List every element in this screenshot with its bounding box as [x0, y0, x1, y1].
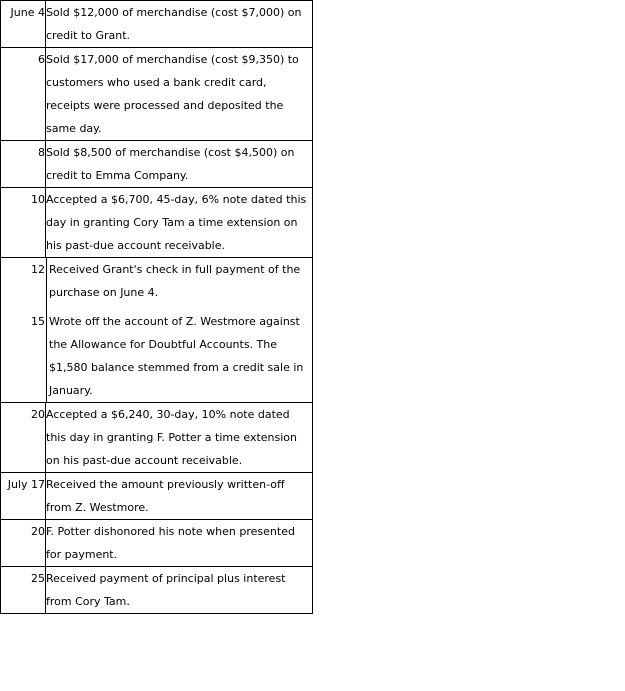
row-description: F. Potter dishonored his note when presented for payment.: [46, 520, 313, 567]
table-row: [1, 188, 313, 258]
table-row: [1, 473, 313, 520]
row-date: 10: [1, 188, 46, 258]
table-row: [1, 567, 313, 614]
table-row: [1, 520, 313, 567]
table-row: [1, 141, 313, 188]
row-description: Sold $12,000 of merchandise (cost $7,000) on credit to Grant.: [46, 1, 313, 48]
row-date: 25: [1, 567, 46, 614]
table-row: [1, 403, 313, 473]
row-date: 6: [1, 48, 46, 141]
row-description: Received payment of principal plus interest from Cory Tam.: [46, 567, 313, 614]
transactions-table: [0, 0, 313, 614]
row-date: 20: [1, 520, 46, 567]
row-description: Accepted a $6,700, 45-day, 6% note dated this day in granting Cory Tam a time extension on his past-due account receivable.: [46, 188, 313, 258]
row-description: Sold $8,500 of merchandise (cost $4,500) on credit to Emma Company.: [46, 141, 313, 188]
grouped-cell: [1, 258, 313, 403]
row-date: 8: [1, 141, 46, 188]
row-description: Wrote off the account of Z. Westmore against the Allowance for Doubtful Accounts. The $1,580 balance stemmed from a credit sale in January.: [46, 310, 312, 402]
table-row: [1, 1, 313, 48]
row-description: Sold $17,000 of merchandise (cost $9,350) to customers who used a bank credit card, receipts were processed and deposited the same day.: [46, 48, 313, 141]
row-description: Received Grant's check in full payment of the purchase on June 4.: [46, 258, 312, 304]
row-date: 12: [31, 263, 45, 276]
row-date: 20: [1, 403, 46, 473]
row-date: July 17: [1, 473, 46, 520]
row-description: Received the amount previously written-off from Z. Westmore.: [46, 473, 313, 520]
table-row-group: [1, 258, 313, 403]
list-item: [1, 310, 312, 402]
table-row: [1, 48, 313, 141]
row-date: June 4: [1, 1, 46, 48]
list-item: [1, 258, 312, 304]
row-date: 15: [31, 315, 45, 328]
row-description: Accepted a $6,240, 30-day, 10% note dated this day in granting F. Potter a time extension on his past-due account receivable.: [46, 403, 313, 473]
